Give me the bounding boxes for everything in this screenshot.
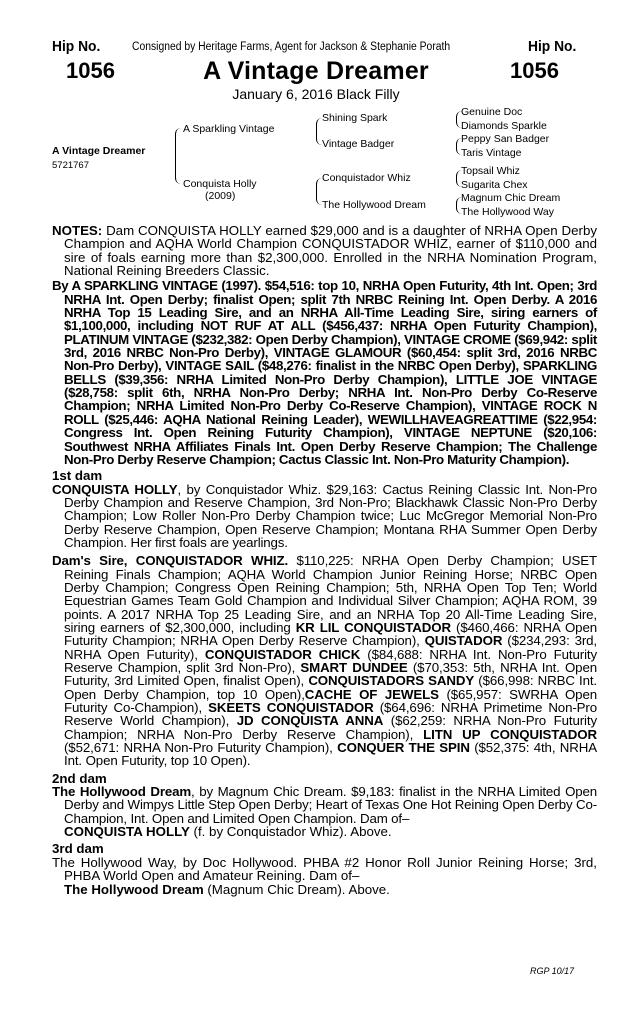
dams-sire-text: $110,225: NRHA Open Derby Champion; USET Reining Finals Champion; AQHA World Champion Junior Reining Horse; NRBC Open Derby Champion; Congress Open Reining Champion; 5th, NRHA Open Top Ten; World Equestrian Games Team Gold Champion and Individual Silver Champion; AQHA ROM, 39 points. A 2017 NRHA Top 25 Leading Sire, and an NRHA Top 20 All-Time Leading Sire, siring earners of $2,300,000, including: [64, 553, 597, 635]
second-dam-heading: 2nd dam: [52, 770, 107, 786]
produce-text: ($64,696: NRHA Primetime Non-Pro Reserve World Champion),: [64, 700, 597, 729]
pedigree-g2: Diamonds Sparkle: [461, 120, 547, 132]
notes-paragraph: [52, 224, 597, 277]
produce-text: ($70,353: 5th, NRHA Int. Open Futurity, 3rd Limited Open, finalist Open),: [64, 660, 597, 689]
produce-text: (Magnum Chic Dream). Above.: [203, 881, 390, 897]
produce-text: ($52,375: 4th, NRHA Int. Open Futurity, top 10 Open).: [64, 740, 597, 769]
second-dam-paragraph: [52, 785, 597, 825]
second-dam-produce: [52, 825, 597, 838]
pedigree-g4: Taris Vintage: [461, 147, 522, 159]
pedigree-sire: A Sparkling Vintage: [183, 123, 275, 135]
pedigree-subject: A Vintage Dreamer: [52, 145, 146, 157]
produce-text: (f. by Conquistador Whiz). Above.: [189, 824, 392, 840]
pedigree-dam-sire: Conquistador Whiz: [322, 172, 411, 184]
notes-label: NOTES:: [52, 223, 103, 238]
pedigree-g1: Genuine Doc: [461, 106, 523, 118]
pedigree-sire-sire: Shining Spark: [322, 112, 388, 124]
catalog-body: [52, 224, 597, 896]
registration-number: 5721767: [52, 160, 89, 171]
pedigree-dam: Conquista Holly: [183, 178, 257, 190]
hip-number-right: 1056: [510, 58, 559, 83]
third-dam-produce: [52, 883, 597, 896]
third-dam-heading: 3rd dam: [52, 841, 104, 857]
consignor: Consigned by Heritage Farms, Agent for Jackson & Stephanie Porath: [132, 41, 451, 53]
produce-name: The Hollywood Dream: [64, 881, 204, 897]
pedigree-sire-dam: Vintage Badger: [322, 138, 395, 150]
produce-text: ($460,466: NRHA Open Futurity Champion; NRHA Open Derby Reserve Champion),: [64, 619, 597, 649]
produce-name: CONQUISTADORS SANDY: [308, 673, 475, 689]
third-dam-paragraph: The Hollywood Way, by Doc Hollywood. PHBA #2 Honor Roll Junior Reining Horse; 3rd, PHBA World Open and Amateur Reining. Dam of–: [52, 854, 597, 884]
produce-name: CACHE OF JEWELS: [304, 686, 439, 702]
produce-name: LITN UP CONQUISTADOR: [423, 726, 597, 742]
hip-label-left: Hip No.: [52, 38, 101, 55]
produce-name: CONQUISTA HOLLY: [64, 824, 190, 840]
pedigree-g5: Topsail Whiz: [461, 165, 520, 177]
footer-code: RGP 10/17: [530, 966, 575, 976]
produce-name: QUISTADOR: [424, 633, 503, 649]
produce-name: SKEETS CONQUISTADOR: [208, 700, 374, 716]
pedigree-g8: The Hollywood Way: [461, 206, 554, 218]
first-dam-text: , by Conquistador Whiz. $29,163: Cactus Reining Classic Int. Non-Pro Derby Champion and Reserve Champion, 3rd Non-Pro; Blackhawk Classic Non-Pro Derby Champion; Low Roller Non-Pro Derby Champion twice; Luc McGregor Memorial Non-Pro Derby Reserve Champion, Open Reserve Champion; Montana RHA Summer Open Derby Champion. Her first foals are yearlings.: [64, 481, 597, 550]
produce-name: CONQUER THE SPIN: [337, 740, 470, 756]
first-dam-name: CONQUISTA HOLLY: [52, 481, 178, 497]
produce-text: ($65,957: SWRHA Open Futurity Co-Champion),: [64, 686, 597, 716]
produce-text: ($52,671: NRHA Non-Pro Futurity Champion),: [64, 740, 338, 756]
dams-sire-paragraph: [52, 554, 597, 768]
dams-sire-label: Dam's Sire, CONQUISTADOR WHIZ.: [52, 553, 289, 569]
second-dam-name: The Hollywood Dream: [52, 784, 192, 800]
pedigree-g6: Sugarita Chex: [461, 179, 528, 191]
produce-name: CONQUISTADOR CHICK: [204, 646, 361, 662]
hip-label-right: Hip No.: [528, 38, 577, 55]
horse-name-title: A Vintage Dreamer: [203, 57, 429, 85]
produce-text: ($66,998: NRBC Int. Open Derby Champion, top 10 Open),: [64, 673, 597, 702]
produce-text: ($62,259: NRHA Non-Pro Futurity Champion; NRHA Non-Pro Derby Reserve Champion),: [64, 713, 597, 742]
produce-text: ($84,688: NRHA Int. Non-Pro Futurity Reserve Champion, split 3rd Non-Pro),: [64, 646, 598, 675]
brace-subject: [175, 128, 184, 184]
second-dam-text: , by Magnum Chic Dream. $9,183: finalist in the NRHA Limited Open Derby and Wimpys Little Step Open Derby; Heart of Texas One Hot Reining Open Derby Co-Champion, Int. Open and Limited Open Champion. Dam of–: [64, 784, 598, 826]
foaling-info: January 6, 2016 Black Filly: [232, 86, 400, 102]
pedigree-g3: Peppy San Badger: [461, 133, 550, 145]
pedigree-dam-dam: The Hollywood Dream: [322, 199, 426, 211]
produce-name: JD CONQUISTA ANNA: [236, 713, 384, 729]
produce-name: KR LIL CONQUISTADOR: [295, 619, 451, 635]
first-dam-heading: 1st dam: [52, 468, 103, 484]
produce-text: ($234,293: 3rd, NRHA Open Futurity),: [64, 633, 597, 662]
pedigree-dam-year: (2009): [205, 190, 236, 202]
hip-number-left: 1056: [66, 58, 115, 83]
produce-name: SMART DUNDEE: [300, 660, 408, 675]
first-dam-paragraph: [52, 483, 597, 550]
sire-paragraph: By A SPARKLING VINTAGE (1997). $54,516: top 10, NRHA Open Futurity, 4th Int. Open; 3rd NRHA Int. Open Derby; finalist Open; split 7th NRBC Reining Int. Open Derby. A 2016 NRHA Top 15 Leading Sire, and an NRHA All-Time Leading Sire, siring earners of $1,100,000, including NOT RUF AT ALL ($456,437: NRHA Open Futurity Champion), PLATINUM VINTAGE ($232,382: Open Derby Champion), VINTAGE CROME ($69,942: split 3rd, 2016 NRBC Non-Pro Derby), VINTAGE GLAMOUR ($60,454: split 3rd, 2016 NRBC Non-Pro Derby), VINTAGE SAIL ($48,276: finalist in the NRBC Open Derby), SPARKLING BELLS ($39,356: NRHA Limited Non-Pro Derby Champion), LITTLE JOE VINTAGE ($28,758: split 6th, NRHA Non-Pro Derby; NRHA Int. Non-Pro Derby Co-Reserve Champion; NRHA Limited Non-Pro Derby Co-Reserve Champion), VINTAGE ROCK N ROLL ($25,446: AQHA National Reining Leader), WEWILLHAVEAGREATTIME ($22,954: Congress Int. Open Reining Futurity Champion), VINTAGE NEPTUNE ($20,106: Southwest NRHA Affiliates Finals Int. Open Derby Reserve Champion; The Challenge Non-Pro Derby Reserve Champion; Cactus Classic Int. Non-Pro Maturity Champion).: [52, 278, 597, 467]
notes-text: Dam CONQUISTA HOLLY earned $29,000 and is a daughter of NRHA Open Derby Champion and AQHA World Champion CONQUISTADOR WHIZ, earner of $110,000 and sire of foals earning more than $2,300,000. Enrolled in the NRHA Nomination Program, National Reining Breeders Classic.: [64, 223, 597, 279]
pedigree-g7: Magnum Chic Dream: [461, 192, 561, 204]
